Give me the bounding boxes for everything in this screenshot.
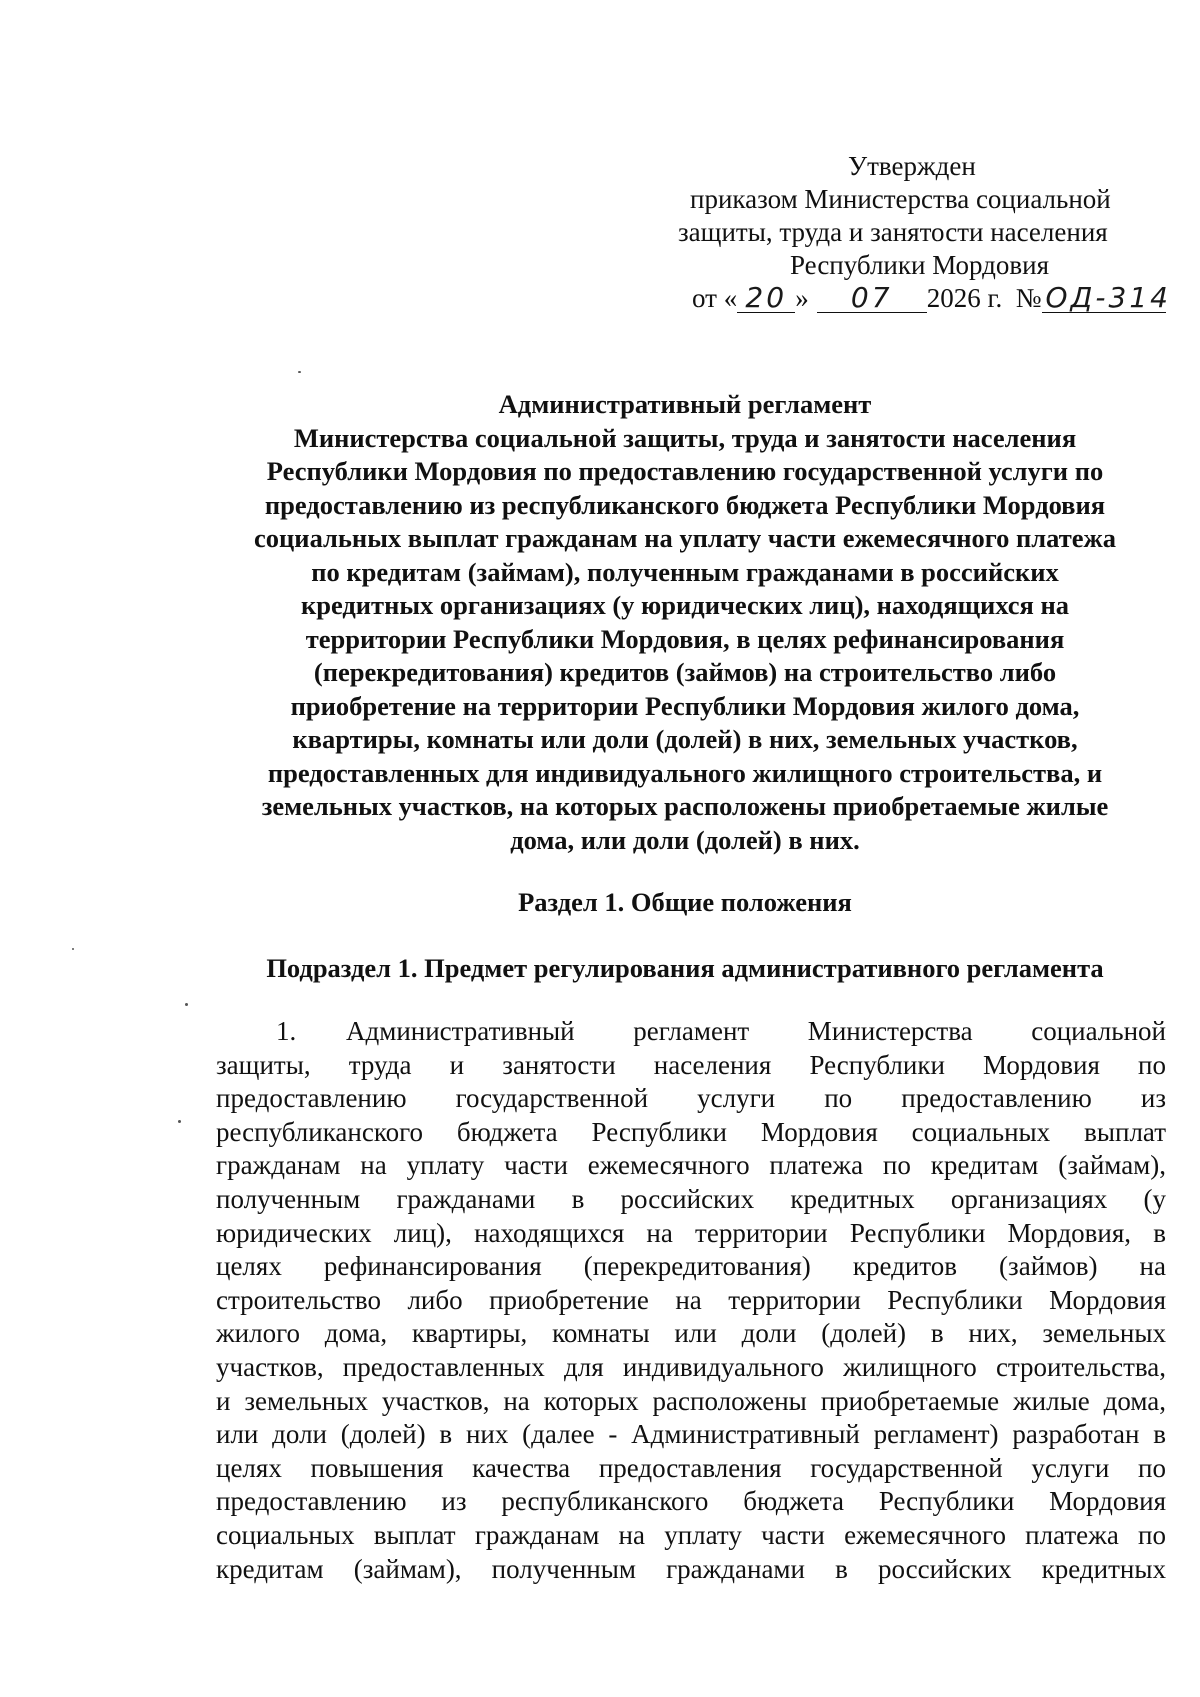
approval-line-ministry: защиты, труда и занятости населения [678, 217, 1108, 247]
title-line: Республики Мордовия по предоставлению государственной услуги по [266, 456, 1104, 486]
paragraph-line: гражданам на уплату части ежемесячного платежа по кредитам (займам), [216, 1150, 1166, 1181]
date-year: 2026 г. [926, 283, 1003, 313]
paragraph-line: целях рефинансирования (перекредитования) кредитов (займов) на [216, 1251, 1166, 1282]
approval-line-region: Республики Мордовия [790, 250, 1050, 280]
paragraph-line: юридических лиц), находящихся на территории Республики Мордовия, в [216, 1217, 1166, 1248]
section-heading: Раздел 1. Общие положения [518, 887, 852, 917]
date-month-handwritten: 07 [850, 281, 893, 314]
approval-line-order: приказом Министерства социальной [690, 184, 1111, 214]
title-line: кредитных организациях (у юридических лиц), находящихся на [300, 590, 1070, 620]
date-day-handwritten: 20 [745, 281, 788, 314]
scan-speck [178, 1120, 181, 1123]
date-month-field [817, 281, 927, 314]
document-title: Административный регламент [498, 389, 872, 419]
paragraph-line: строительство либо приобретение на территории Республики Мордовия [216, 1284, 1166, 1315]
paragraph-line: или доли (долей) в них (далее - Административный регламент) разработан в [216, 1419, 1166, 1450]
date-day-field [737, 281, 795, 314]
date-prefix: от « [692, 283, 738, 313]
paragraph-line: полученным гражданами в российских кредитных организациях (у [216, 1183, 1166, 1214]
scan-speck [298, 371, 301, 373]
order-number-field [1042, 281, 1171, 314]
paragraph-line: кредитам (займам), полученным гражданами в российских кредитных [216, 1553, 1166, 1584]
title-line: территории Республики Мордовия, в целях рефинансирования [305, 623, 1065, 654]
title-line: дома, или доли (долей) в них. [510, 824, 860, 855]
paragraph-1 [216, 1015, 1166, 1586]
paragraph-line: социальных выплат гражданам на уплату части ежемесячного платежа по [216, 1519, 1166, 1550]
title-line: земельных участков, на которых расположены приобретаемые жилые [261, 791, 1109, 821]
paragraph-line-text: Административный регламент Министерства социальной [346, 1016, 1166, 1046]
scan-speck [185, 1003, 188, 1006]
paragraph-line: целях повышения качества предоставления государственной услуги по [216, 1452, 1166, 1483]
title-line: предоставленных для индивидуального жилищного строительства, и [267, 757, 1103, 788]
subsection-heading: Подраздел 1. Предмет регулирования административного регламента [266, 953, 1104, 983]
paragraph-line: республиканского бюджета Республики Мордовия социальных выплат [216, 1116, 1166, 1147]
paragraph-line [216, 1015, 1166, 1049]
paragraph-line: предоставлению государственной услуги по предоставлению из [216, 1083, 1166, 1114]
approval-block [660, 150, 1180, 315]
paragraph-line: и земельных участков, на которых расположены приобретаемые жилые дома, [216, 1385, 1166, 1416]
title-line: по кредитам (займам), полученным гражданами в российских [311, 556, 1059, 587]
paragraph-line: защиты, труда и занятости населения Республики Мордовия по [216, 1049, 1166, 1080]
scan-speck [72, 948, 74, 950]
number-prefix: № [1015, 283, 1042, 313]
title-line: социальных выплат гражданам на уплату части ежемесячного платежа [254, 523, 1116, 553]
document-title-block [210, 388, 1160, 857]
approval-date-line [660, 282, 1180, 315]
title-line: квартиры, комнаты или доли (долей) в них, земельных участков, [292, 724, 1078, 754]
paragraph-number: 1. [276, 1016, 297, 1046]
paragraph-line: участков, предоставленных для индивидуального жилищного строительства, [216, 1351, 1166, 1382]
title-line: (перекредитования) кредитов (займов) на строительство либо [313, 657, 1057, 687]
paragraph-line: предоставлению из республиканского бюджета Республики Мордовия [216, 1486, 1166, 1517]
title-line: приобретение на территории Республики Мордовия жилого дома, [290, 690, 1080, 721]
order-number-handwritten: ОД-314 [1045, 281, 1171, 314]
paragraph-line: жилого дома, квартиры, комнаты или доли (долей) в них, земельных [216, 1318, 1166, 1349]
title-line: Министерства социальной защиты, труда и занятости населения [293, 422, 1077, 453]
date-mid: » [795, 283, 809, 313]
title-line: предоставлению из республиканского бюджета Республики Мордовия [264, 489, 1106, 520]
approval-line-approved: Утвержден [848, 151, 976, 181]
